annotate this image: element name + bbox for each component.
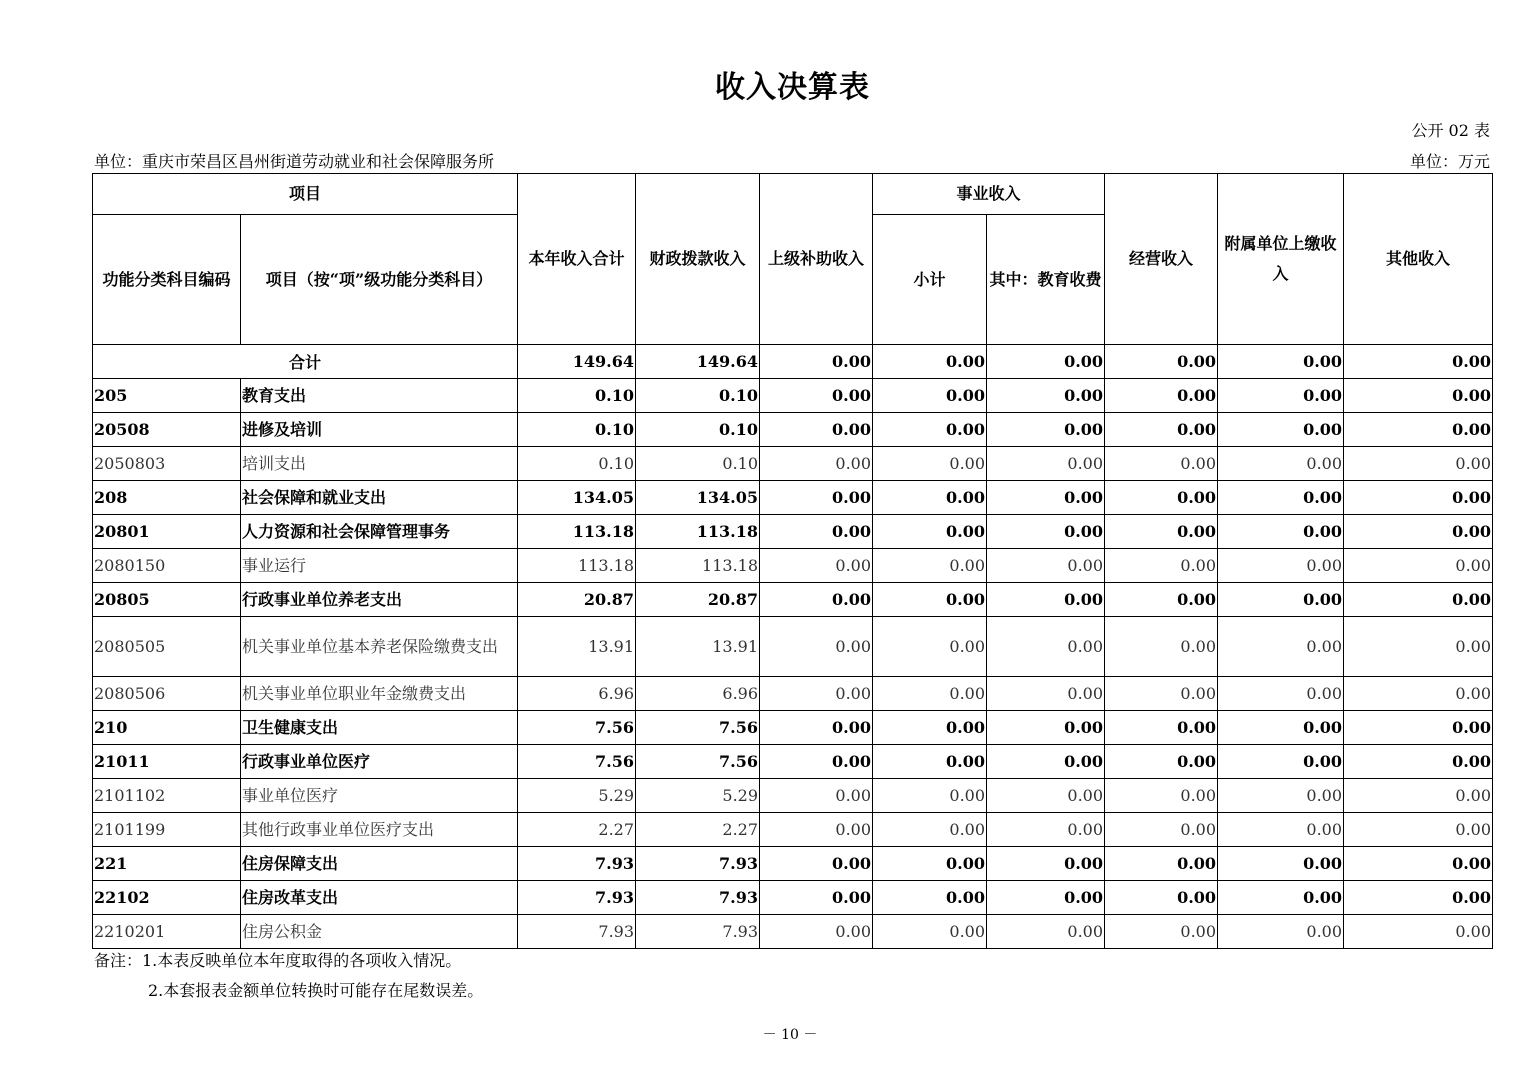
- cell-value: 0.00: [987, 379, 1105, 413]
- table-row: [93, 779, 1493, 813]
- row-name: 机关事业单位职业年金缴费支出: [241, 677, 518, 711]
- row-name: 行政事业单位医疗: [241, 745, 518, 779]
- cell-value: 0.00: [1218, 345, 1344, 379]
- cell-value: 0.00: [1218, 779, 1344, 813]
- cell-value: 0.00: [760, 549, 873, 583]
- row-code: 2080150: [93, 549, 241, 583]
- row-name: 人力资源和社会保障管理事务: [241, 515, 518, 549]
- cell-value: 0.00: [873, 617, 987, 677]
- cell-value: 113.18: [636, 549, 760, 583]
- cell-value: 0.00: [1218, 881, 1344, 915]
- cell-value: 0.00: [1218, 617, 1344, 677]
- cell-value: 13.91: [518, 617, 636, 677]
- cell-value: 0.00: [987, 745, 1105, 779]
- cell-value: 0.10: [636, 447, 760, 481]
- cell-value: 0.00: [987, 549, 1105, 583]
- note-line-2: 2.本套报表金额单位转换时可能存在尾数误差。: [148, 981, 484, 1000]
- cell-value: 0.00: [760, 915, 873, 949]
- cell-value: 0.00: [873, 915, 987, 949]
- cell-value: 0.00: [987, 617, 1105, 677]
- cell-value: 0.00: [873, 881, 987, 915]
- cell-value: 0.00: [987, 813, 1105, 847]
- cell-value: 0.00: [1105, 779, 1218, 813]
- cell-value: 0.00: [1105, 345, 1218, 379]
- cell-value: 0.00: [1218, 379, 1344, 413]
- header-total-income: 本年收入合计: [518, 174, 636, 345]
- row-name: 社会保障和就业支出: [241, 481, 518, 515]
- cell-value: 0.10: [636, 379, 760, 413]
- cell-value: 0.10: [518, 447, 636, 481]
- cell-value: 0.00: [987, 711, 1105, 745]
- cell-value: 0.00: [1218, 813, 1344, 847]
- cell-value: 0.00: [1105, 481, 1218, 515]
- row-code: 221: [93, 847, 241, 881]
- cell-value: 20.87: [518, 583, 636, 617]
- cell-value: 0.00: [1105, 583, 1218, 617]
- cell-value: 0.00: [873, 413, 987, 447]
- notes: [94, 946, 483, 1006]
- cell-value: 0.00: [987, 881, 1105, 915]
- cell-value: 149.64: [518, 345, 636, 379]
- header-function-code: 功能分类科目编码: [93, 215, 241, 345]
- cell-value: 0.00: [1105, 677, 1218, 711]
- cell-value: 0.00: [1105, 847, 1218, 881]
- cell-value: 0.00: [873, 583, 987, 617]
- cell-value: 0.00: [873, 813, 987, 847]
- cell-value: 0.00: [760, 617, 873, 677]
- cell-value: 0.00: [760, 813, 873, 847]
- cell-value: 0.00: [987, 915, 1105, 949]
- cell-value: 0.00: [1218, 915, 1344, 949]
- cell-value: 113.18: [636, 515, 760, 549]
- page-number: － 10 －: [762, 1027, 818, 1043]
- cell-value: 0.00: [873, 711, 987, 745]
- cell-value: 2.27: [636, 813, 760, 847]
- row-code: 22102: [93, 881, 241, 915]
- cell-value: 7.93: [636, 915, 760, 949]
- cell-value: 0.00: [1344, 711, 1493, 745]
- cell-value: 0.00: [760, 847, 873, 881]
- cell-value: 7.56: [518, 745, 636, 779]
- row-code: 2080505: [93, 617, 241, 677]
- cell-value: 0.00: [760, 745, 873, 779]
- header-business-income: 事业收入: [873, 174, 1105, 215]
- cell-value: 0.00: [760, 447, 873, 481]
- cell-value: 0.00: [1105, 813, 1218, 847]
- cell-value: 0.00: [987, 413, 1105, 447]
- header-project: 项目: [93, 174, 518, 215]
- row-code: 208: [93, 481, 241, 515]
- table-row: [93, 745, 1493, 779]
- cell-value: 0.00: [1344, 583, 1493, 617]
- cell-value: 0.00: [873, 745, 987, 779]
- cell-value: 6.96: [518, 677, 636, 711]
- header-superior-subsidy: 上级补助收入: [760, 174, 873, 345]
- row-name: 培训支出: [241, 447, 518, 481]
- cell-value: 0.00: [1344, 847, 1493, 881]
- cell-value: 0.00: [987, 515, 1105, 549]
- row-code: 2101199: [93, 813, 241, 847]
- cell-value: 0.00: [1105, 745, 1218, 779]
- row-name: 住房保障支出: [241, 847, 518, 881]
- cell-value: 0.00: [1105, 379, 1218, 413]
- cell-value: 5.29: [518, 779, 636, 813]
- row-code: 20805: [93, 583, 241, 617]
- cell-value: 0.00: [1218, 711, 1344, 745]
- cell-value: 0.00: [1218, 745, 1344, 779]
- money-unit: 单位：万元: [1409, 152, 1490, 171]
- cell-value: 7.93: [518, 847, 636, 881]
- row-code: 2050803: [93, 447, 241, 481]
- form-number: 公开 02 表: [1411, 121, 1490, 140]
- cell-value: 20.87: [636, 583, 760, 617]
- cell-value: 0.00: [987, 847, 1105, 881]
- row-name: 教育支出: [241, 379, 518, 413]
- row-name: 进修及培训: [241, 413, 518, 447]
- table-row: [93, 379, 1493, 413]
- row-code: 2210201: [93, 915, 241, 949]
- income-final-accounts-table: [92, 173, 1493, 949]
- row-name: 住房公积金: [241, 915, 518, 949]
- cell-value: 0.00: [1218, 515, 1344, 549]
- cell-value: 113.18: [518, 549, 636, 583]
- cell-value: 0.00: [1344, 481, 1493, 515]
- header-operating-income: 经营收入: [1105, 174, 1218, 345]
- cell-value: 0.00: [760, 583, 873, 617]
- cell-value: 0.00: [760, 413, 873, 447]
- table-row: [93, 583, 1493, 617]
- row-code: 205: [93, 379, 241, 413]
- organization-unit: 单位：重庆市荣昌区昌州街道劳动就业和社会保障服务所: [94, 152, 495, 171]
- table-row: [93, 617, 1493, 677]
- cell-value: 0.00: [987, 345, 1105, 379]
- cell-value: 0.00: [1105, 413, 1218, 447]
- note-line-1: 备注：1.本表反映单位本年度取得的各项收入情况。: [94, 951, 462, 970]
- table-row: [93, 447, 1493, 481]
- header-business-subtotal: 小计: [873, 215, 987, 345]
- cell-value: 0.00: [1218, 413, 1344, 447]
- cell-value: 0.00: [987, 677, 1105, 711]
- cell-value: 7.93: [518, 881, 636, 915]
- cell-value: 0.00: [1218, 583, 1344, 617]
- table-body: [93, 345, 1493, 949]
- row-code: 21011: [93, 745, 241, 779]
- table-row: [93, 915, 1493, 949]
- row-name: 机关事业单位基本养老保险缴费支出: [241, 617, 518, 677]
- cell-value: 0.10: [636, 413, 760, 447]
- cell-value: 0.00: [1105, 617, 1218, 677]
- table-row: [93, 711, 1493, 745]
- cell-value: 0.00: [760, 711, 873, 745]
- cell-value: 0.00: [873, 379, 987, 413]
- cell-value: 149.64: [636, 345, 760, 379]
- cell-value: 0.00: [1218, 847, 1344, 881]
- cell-value: 0.00: [1105, 881, 1218, 915]
- cell-value: 0.00: [1344, 915, 1493, 949]
- page-title: 收入决算表: [715, 70, 870, 105]
- cell-value: 5.29: [636, 779, 760, 813]
- cell-value: 0.00: [873, 677, 987, 711]
- header-fiscal-income: 财政拨款收入: [636, 174, 760, 345]
- row-code: 20801: [93, 515, 241, 549]
- table-row: [93, 549, 1493, 583]
- cell-value: 0.00: [760, 779, 873, 813]
- table-row: [93, 515, 1493, 549]
- header-education-fee: 其中：教育收费: [987, 215, 1105, 345]
- cell-value: 7.56: [636, 711, 760, 745]
- cell-value: 0.00: [1218, 549, 1344, 583]
- cell-value: 2.27: [518, 813, 636, 847]
- cell-value: 6.96: [636, 677, 760, 711]
- row-name: 事业运行: [241, 549, 518, 583]
- total-label: 合计: [93, 345, 518, 379]
- row-code: 2101102: [93, 779, 241, 813]
- header-function-name: 项目（按“项”级功能分类科目）: [241, 215, 518, 345]
- cell-value: 0.00: [873, 515, 987, 549]
- table-row: [93, 413, 1493, 447]
- cell-value: 0.00: [1344, 413, 1493, 447]
- cell-value: 0.10: [518, 379, 636, 413]
- cell-value: 0.00: [1218, 481, 1344, 515]
- header-affiliated-income: 附属单位上缴收入: [1218, 174, 1344, 345]
- row-name: 住房改革支出: [241, 881, 518, 915]
- cell-value: 0.00: [1344, 345, 1493, 379]
- cell-value: 0.00: [1218, 447, 1344, 481]
- cell-value: 0.00: [873, 549, 987, 583]
- cell-value: 0.00: [1105, 711, 1218, 745]
- cell-value: 0.00: [1105, 447, 1218, 481]
- cell-value: 0.00: [1344, 515, 1493, 549]
- cell-value: 0.00: [987, 481, 1105, 515]
- cell-value: 0.00: [1218, 677, 1344, 711]
- row-name: 卫生健康支出: [241, 711, 518, 745]
- cell-value: 0.00: [1105, 515, 1218, 549]
- cell-value: 0.00: [987, 583, 1105, 617]
- cell-value: 0.00: [760, 379, 873, 413]
- table-row: [93, 481, 1493, 515]
- cell-value: 0.00: [987, 447, 1105, 481]
- cell-value: 13.91: [636, 617, 760, 677]
- cell-value: 0.00: [1105, 549, 1218, 583]
- cell-value: 0.00: [873, 779, 987, 813]
- cell-value: 113.18: [518, 515, 636, 549]
- cell-value: 0.00: [1344, 379, 1493, 413]
- cell-value: 0.00: [760, 345, 873, 379]
- cell-value: 0.00: [1344, 779, 1493, 813]
- cell-value: 7.93: [518, 915, 636, 949]
- row-code: 210: [93, 711, 241, 745]
- cell-value: 0.00: [1344, 813, 1493, 847]
- table-row: [93, 813, 1493, 847]
- cell-value: 0.00: [760, 881, 873, 915]
- cell-value: 0.00: [873, 447, 987, 481]
- total-row: [93, 345, 1493, 379]
- cell-value: 7.93: [636, 881, 760, 915]
- row-name: 其他行政事业单位医疗支出: [241, 813, 518, 847]
- table-row: [93, 847, 1493, 881]
- cell-value: 0.00: [873, 481, 987, 515]
- row-code: 20508: [93, 413, 241, 447]
- header-other-income: 其他收入: [1344, 174, 1493, 345]
- cell-value: 0.00: [873, 847, 987, 881]
- cell-value: 0.00: [1344, 617, 1493, 677]
- cell-value: 0.00: [1344, 745, 1493, 779]
- cell-value: 134.05: [518, 481, 636, 515]
- table-row: [93, 677, 1493, 711]
- cell-value: 0.00: [760, 481, 873, 515]
- cell-value: 0.00: [760, 677, 873, 711]
- cell-value: 0.00: [760, 515, 873, 549]
- cell-value: 0.00: [987, 779, 1105, 813]
- row-code: 2080506: [93, 677, 241, 711]
- cell-value: 0.00: [1344, 677, 1493, 711]
- row-name: 事业单位医疗: [241, 779, 518, 813]
- cell-value: 0.10: [518, 413, 636, 447]
- cell-value: 0.00: [873, 345, 987, 379]
- cell-value: 134.05: [636, 481, 760, 515]
- cell-value: 7.56: [636, 745, 760, 779]
- cell-value: 0.00: [1105, 915, 1218, 949]
- cell-value: 7.56: [518, 711, 636, 745]
- cell-value: 0.00: [1344, 549, 1493, 583]
- cell-value: 7.93: [636, 847, 760, 881]
- cell-value: 0.00: [1344, 881, 1493, 915]
- cell-value: 0.00: [1344, 447, 1493, 481]
- row-name: 行政事业单位养老支出: [241, 583, 518, 617]
- table-row: [93, 881, 1493, 915]
